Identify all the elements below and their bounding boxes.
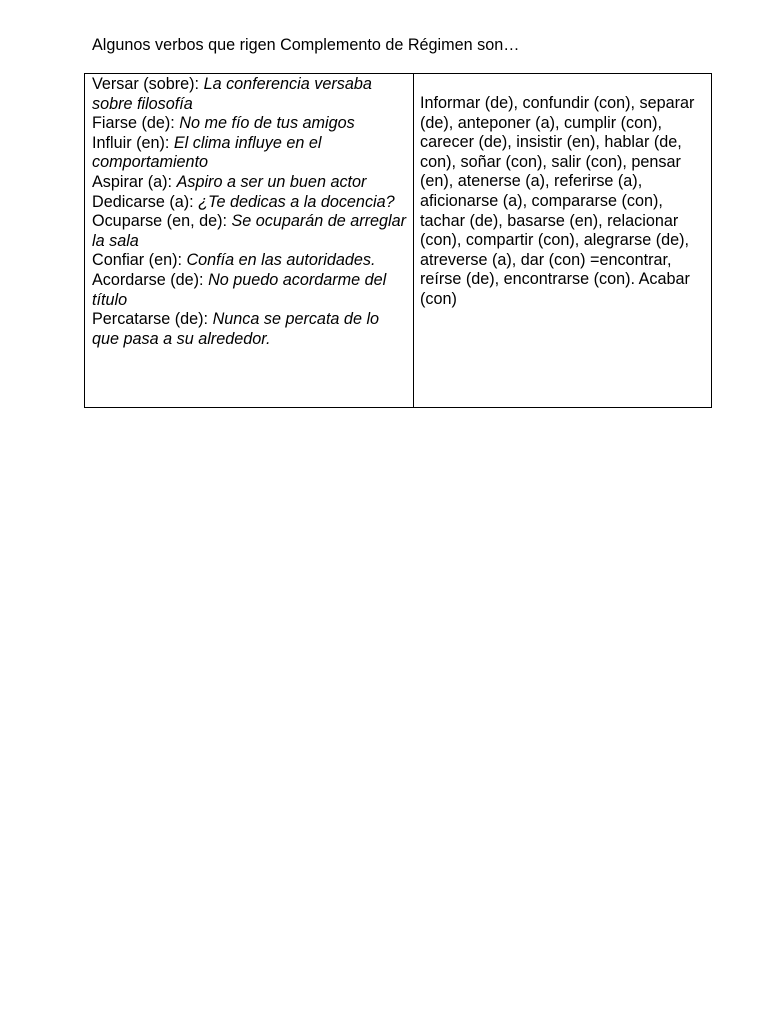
verb-example: No puedo acordarme del título xyxy=(92,270,387,309)
verb-example: ¿Te dedicas a la docencia? xyxy=(198,192,395,211)
page-heading: Algunos verbos que rigen Complemento de Régimen son… xyxy=(92,36,520,54)
verb-label: Influir (en): xyxy=(92,133,174,152)
verbs-table xyxy=(84,73,712,408)
verb-entry-confiar xyxy=(92,251,409,271)
verbs-list-text: Informar (de), confundir (con), separar (de), anteponer (a), cumplir (con), carecer (de), insistir (en), hablar (de, con), soñar (con), salir (con), pensar (en), atenerse (a), referirse (a), aficionarse (a), compararse (con), tachar (de), basarse (en), relacionar (con), compartir (con), alegrarse (de), atreverse (a), dar (con) =encontrar, reírse (de), encontrarse (con). Acabar (con) xyxy=(420,94,695,308)
verb-entry-aspirar xyxy=(92,173,409,193)
verb-label: Versar (sobre): xyxy=(92,75,204,93)
verb-entry-fiarse xyxy=(92,114,409,134)
verb-example: Aspiro a ser un buen actor xyxy=(176,172,367,191)
verb-example: La conferencia versaba sobre filosofía xyxy=(92,75,372,113)
examples-list xyxy=(85,74,413,349)
verb-entry-acordarse xyxy=(92,271,409,310)
verb-example: Nunca se percata de lo que pasa a su alrededor. xyxy=(92,310,380,348)
verb-label: Ocuparse (en, de): xyxy=(92,212,232,231)
verb-entry-ocuparse xyxy=(92,212,409,251)
verb-label: Acordarse (de): xyxy=(92,270,209,289)
verb-label: Confiar (en): xyxy=(92,251,187,270)
table-row xyxy=(85,74,712,408)
verb-label: Dedicarse (a): xyxy=(92,192,199,211)
verb-example: No me fío de tus amigos xyxy=(179,114,355,133)
verb-entry-dedicarse xyxy=(92,193,409,213)
verb-label: Aspirar (a): xyxy=(92,172,177,191)
examples-cell xyxy=(85,74,414,408)
verb-entry-versar xyxy=(92,75,409,114)
verb-entry-percatarse xyxy=(92,310,409,349)
verb-example: Se ocuparán de arreglar la sala xyxy=(92,212,407,250)
verbs-list-cell xyxy=(414,74,712,408)
verb-example: El clima influye en el comportamiento xyxy=(92,133,322,172)
verb-example: Confía en las autoridades. xyxy=(186,251,376,270)
verb-label: Fiarse (de): xyxy=(92,114,180,133)
verb-label: Percatarse (de): xyxy=(92,310,213,329)
verb-entry-influir xyxy=(92,134,409,173)
